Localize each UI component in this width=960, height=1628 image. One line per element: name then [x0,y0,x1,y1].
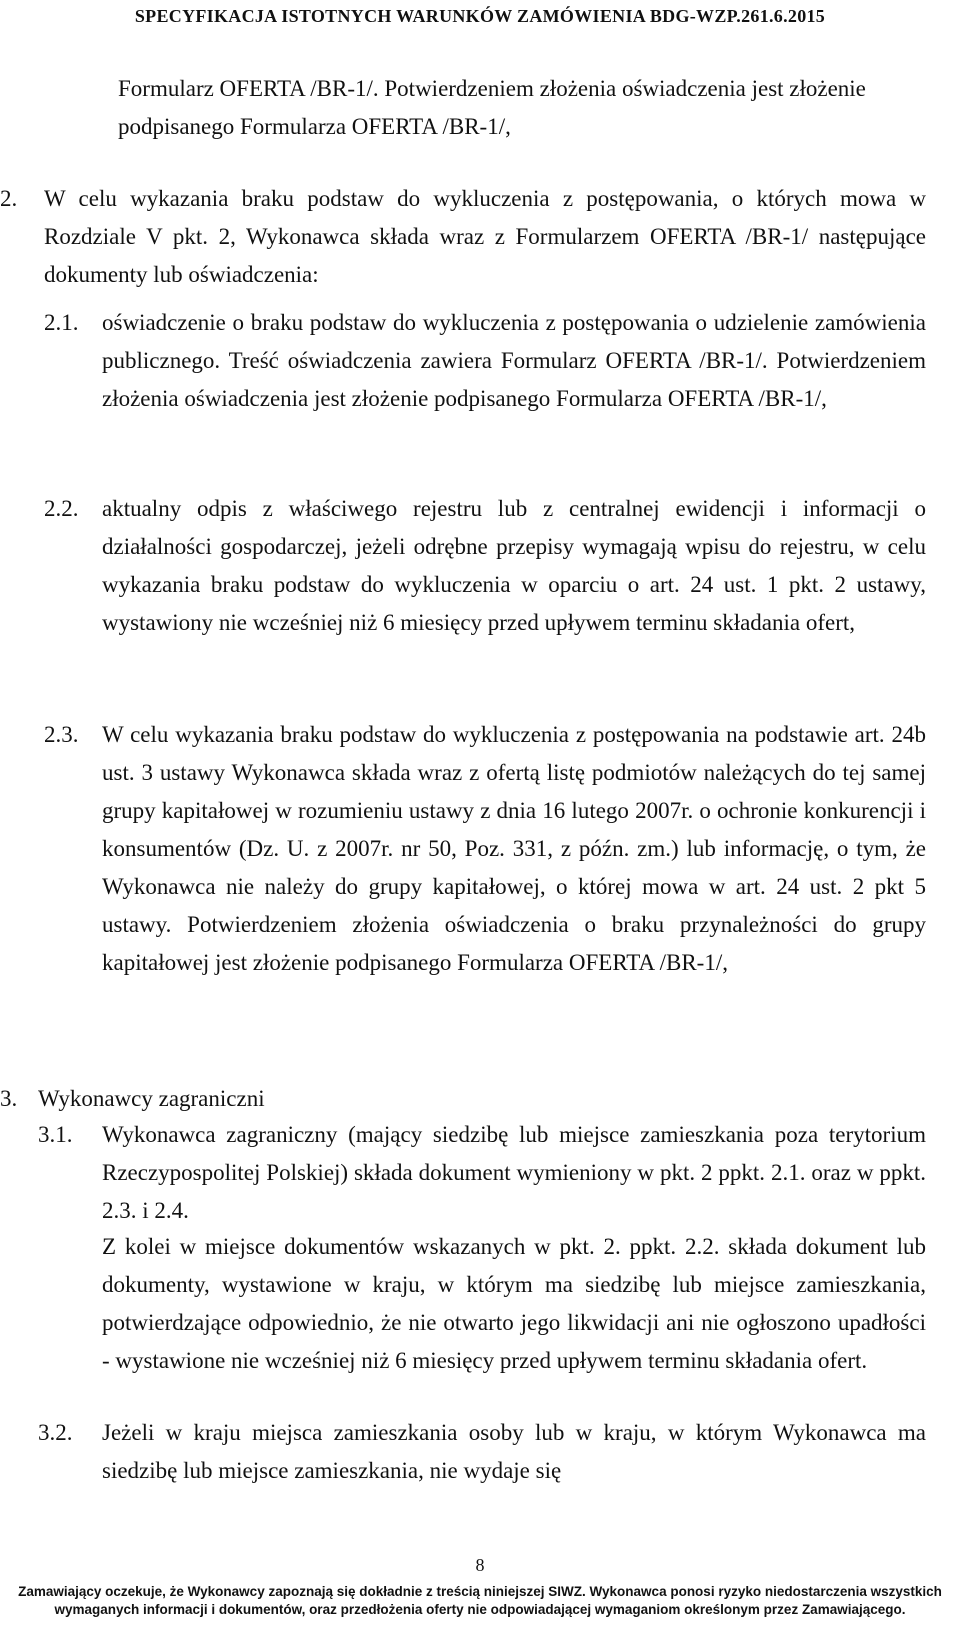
footer-line-2: wymaganych informacji i dokumentów, oraz przedłożenia oferty nie odpowiadającej wymaganiom określonym przez Zamawiającego. [54,1602,906,1617]
section-2-3-paragraph: W celu wykazania braku podstaw do wykluczenia z postępowania na podstawie art. 24b ust. 3 ustawy Wykonawca składa wraz z ofertą listę podmiotów należących do tej samej grupy kapitałowej w rozumieniu ustawy z dnia 16 lutego 2007r. o ochronie konkurencji i konsumentów (Dz. U. z 2007r. nr 50, Poz. 331, z późn. zm.) lub informację, o tym, że Wykonawca nie należy do grupy kapitałowej, o której mowa w art. 24 ust. 2 pkt 5 ustawy. Potwierdzeniem złożenia oświadczenia o braku przynależności do grupy kapitałowej jest złożenie podpisanego Formularza OFERTA /BR-1/, [102,722,926,975]
section-number-2-2: 2.2. [44,496,79,521]
intro-paragraph: Formularz OFERTA /BR-1/. Potwierdzeniem złożenia oświadczenia jest złożenie podpisanego Formularza OFERTA /BR-1/, [118,76,866,139]
section-number-3-1: 3.1. [38,1122,73,1147]
section-2-paragraph: W celu wykazania braku podstaw do wykluczenia z postępowania, o których mowa w Rozdziale V pkt. 2, Wykonawca składa wraz z Formularzem OFERTA /BR-1/ następujące dokumenty lub oświadczenia: [44,186,926,287]
section-3-1-paragraph-b: Z kolei w miejsce dokumentów wskazanych w pkt. 2. ppkt. 2.2. składa dokument lub dokumenty, wystawione w kraju, w którym ma siedzibę lub miejsce zamieszkania, potwierdzające odpowiednio, że nie otwarto jego likwidacji ani nie ogłoszono upadłości - wystawione nie wcześniej niż 6 miesięcy przed upływem terminu składania ofert. [102,1234,926,1373]
section-number-3: 3. [0,1086,18,1111]
page-number: 8 [475,1555,485,1575]
page-footer [10,1583,950,1619]
section-number-2-3: 2.3. [44,722,79,747]
section-2-1-paragraph: oświadczenie o braku podstaw do wykluczenia z postępowania o udzielenie zamówienia publicznego. Treść oświadczenia zawiera Formularz OFERTA /BR-1/. Potwierdzeniem złożenia oświadczenia jest złożenie podpisanego Formularza OFERTA /BR-1/, [102,310,926,411]
section-number-2: 2. [0,186,18,211]
footer-line-1: Zamawiający oczekuje, że Wykonawcy zapoznają się dokładnie z treścią niniejszej SIWZ. Wykonawca ponosi ryzyko niedostarczenia wszystkich [18,1584,942,1599]
document-header: SPECYFIKACJA ISTOTNYCH WARUNKÓW ZAMÓWIENIA BDG-WZP.261.6.2015 [134,6,826,26]
section-2-2-paragraph: aktualny odpis z właściwego rejestru lub z centralnej ewidencji i informacji o działalności gospodarczej, jeżeli odrębne przepisy wymagają wpisu do rejestru, w celu wykazania braku podstaw do wykluczenia w oparciu o art. 24 ust. 1 pkt. 2 ustawy, wystawiony nie wcześniej niż 6 miesięcy przed upływem terminu składania ofert, [102,496,926,635]
section-3-1-paragraph-a: Wykonawca zagraniczny (mający siedzibę lub miejsce zamieszkania poza terytorium Rzeczypospolitej Polskiej) składa dokument wymieniony w pkt. 2 ppkt. 2.1. oraz w ppkt. 2.3. i 2.4. [102,1122,926,1223]
section-3-2-paragraph: Jeżeli w kraju miejsca zamieszkania osoby lub w kraju, w którym Wykonawca ma siedzibę lub miejsce zamieszkania, nie wydaje się [102,1420,926,1483]
section-number-2-1: 2.1. [44,310,79,335]
section-number-3-2: 3.2. [38,1420,73,1445]
section-3-heading: Wykonawcy zagraniczni [38,1086,265,1111]
